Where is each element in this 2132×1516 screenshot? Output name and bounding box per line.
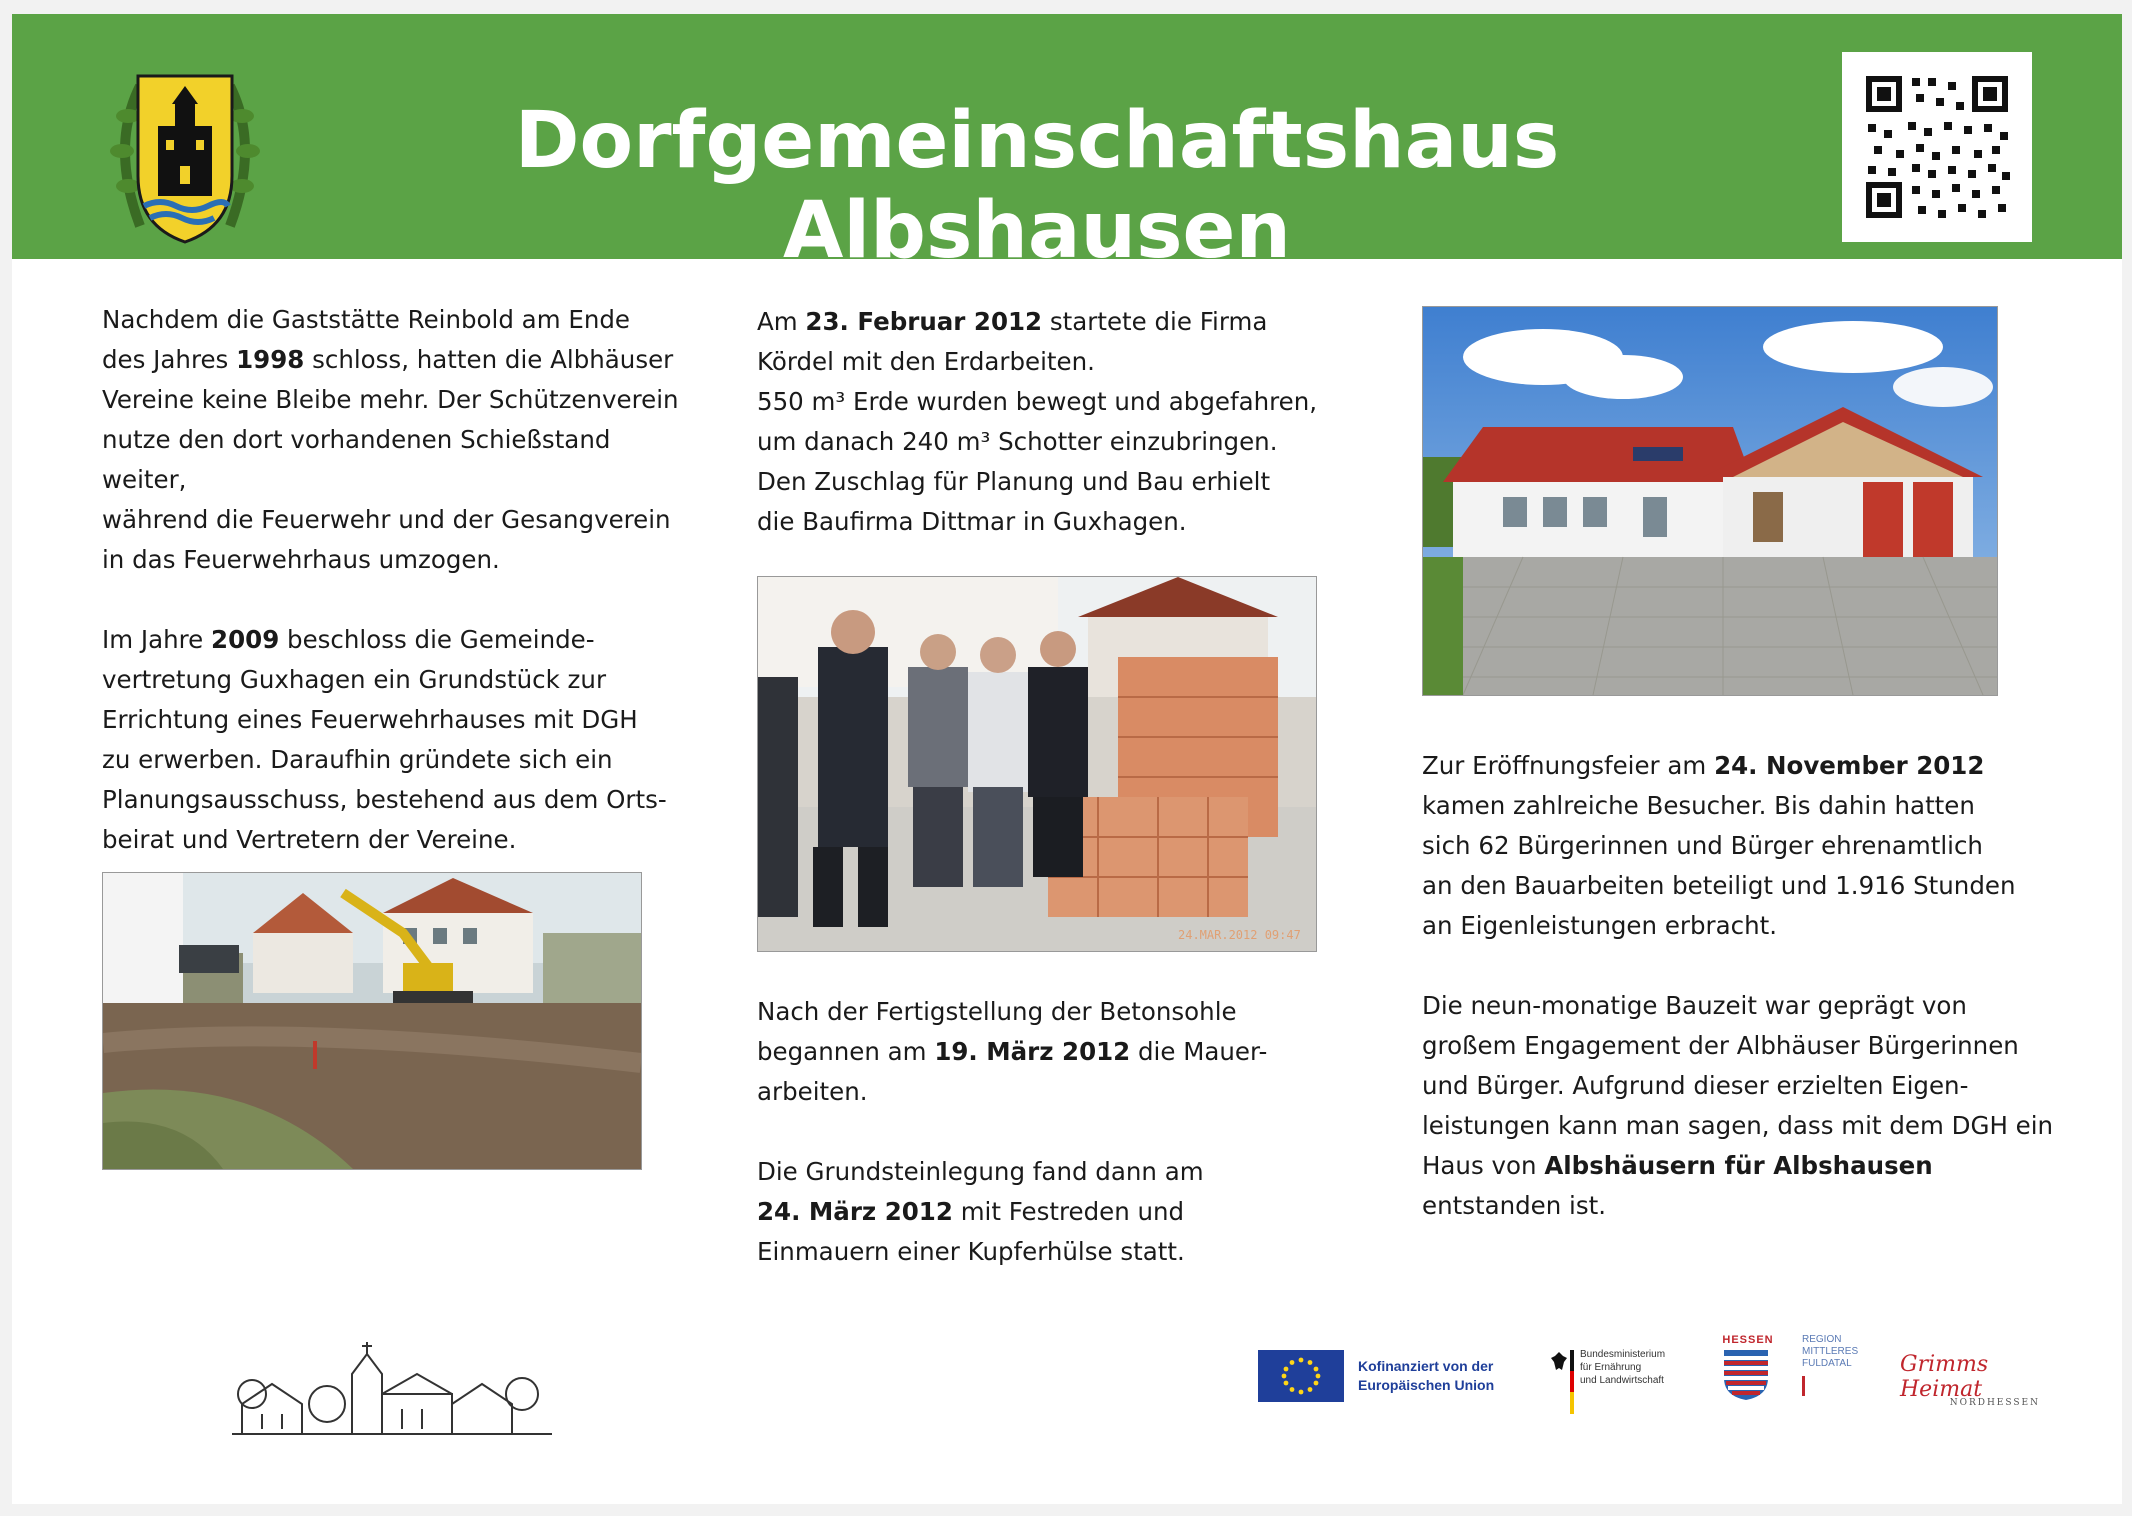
eu-flag-icon — [1258, 1350, 1344, 1402]
column-middle — [757, 302, 1357, 582]
village-church-sketch — [222, 1334, 562, 1444]
paragraph-2: Nach der Fertigstellung der Betonsohle begannen am 19. März 2012 die Mauer- arbeiten. — [757, 997, 1268, 1106]
foundation-stone-ceremony-photo — [757, 576, 1317, 952]
qr-code-icon[interactable] — [1842, 52, 2032, 242]
region-accent-bar — [1802, 1376, 1882, 1396]
hessen-lion-icon — [1718, 1346, 1774, 1402]
poster — [12, 14, 2122, 1504]
excavator-construction-site-photo — [102, 872, 642, 1170]
coat-of-arms-logo — [100, 56, 270, 252]
page-title: Dorfgemeinschaftshaus Albshausen — [514, 96, 1560, 276]
paragraph-1: Nachdem die Gaststätte Reinbold am Ende des Jahres 1998 schloss, hatten die Albhäuser Vereine keine Bleibe mehr. Der Schützenverein nutze den dort vorhandenen Schießstand weiter, während die Feuerwehr und der Gesangverein in das Feuerwehrhaus umzogen. — [102, 305, 679, 574]
grimms-heimat-logo: Grimms Heimat NORDHESSEN — [1900, 1352, 2040, 1408]
paragraph-1: Zur Eröffnungsfeier am 24. November 2012 kamen zahlreiche Besucher. Bis dahin hatten sich 62 Bürgerinnen und Bürger ehrenamtlich an den Bauarbeiten beteiligt und 1.916 Stunden an Eigenleistungen erbracht. — [1422, 751, 2016, 940]
paragraph-1: Am 23. Februar 2012 startete die Firma Kördel mit den Erdarbeiten. 550 m³ Erde wurden bewegt und abgefahren, um danach 240 m³ Schotter einzubringen. Den Zuschlag für Planung und Bau erhielt die Baufirma Dittmar in Guxhagen. — [757, 307, 1318, 536]
column-left — [102, 300, 702, 900]
region-mittleres-fuldatal-logo: REGION MITTLERES FULDATAL — [1802, 1334, 1882, 1414]
hessen-logo: HESSEN — [1718, 1334, 1778, 1414]
eu-label: Kofinanziert von der Europäischen Union — [1358, 1358, 1495, 1393]
paragraph-2: Im Jahre 2009 beschloss die Gemeinde- vertretung Guxhagen ein Grundstück zur Errichtung eines Feuerwehrhauses mit DGH zu erwerben. Daraufhin gründete sich ein Planungsausschuss, bestehend aus dem Orts- beirat und Vertretern der Vereine. — [102, 625, 667, 854]
german-flag-bar — [1570, 1350, 1574, 1414]
paragraph-2: Die neun-monatige Bauzeit war geprägt von großem Engagement der Albhäuser Bürgerinnen und Bürger. Aufgrund dieser erzielten Eigen- leistungen kann man sagen, dass mit dem DGH ein Haus von Albshäusern für Albshausen entstanden ist. — [1422, 991, 2054, 1220]
column-right — [1422, 746, 2062, 1266]
eu-funding-logo — [1258, 1350, 1520, 1402]
photo-date-stamp: 24.MAR.2012 09:47 — [1178, 928, 1301, 942]
header-bar — [12, 14, 2122, 276]
federal-eagle-icon — [1550, 1350, 1568, 1372]
bmel-logo — [1550, 1336, 1700, 1416]
paragraph-3: Die Grundsteinlegung fand dann am 24. März 2012 mit Festreden und Einmauern einer Kupferhülse statt. — [757, 1157, 1204, 1266]
finished-community-house-photo — [1422, 306, 1998, 696]
column-middle-lower — [757, 992, 1357, 1312]
bmel-label: Bundesministerium für Ernährung und Landwirtschaft — [1580, 1349, 1666, 1386]
